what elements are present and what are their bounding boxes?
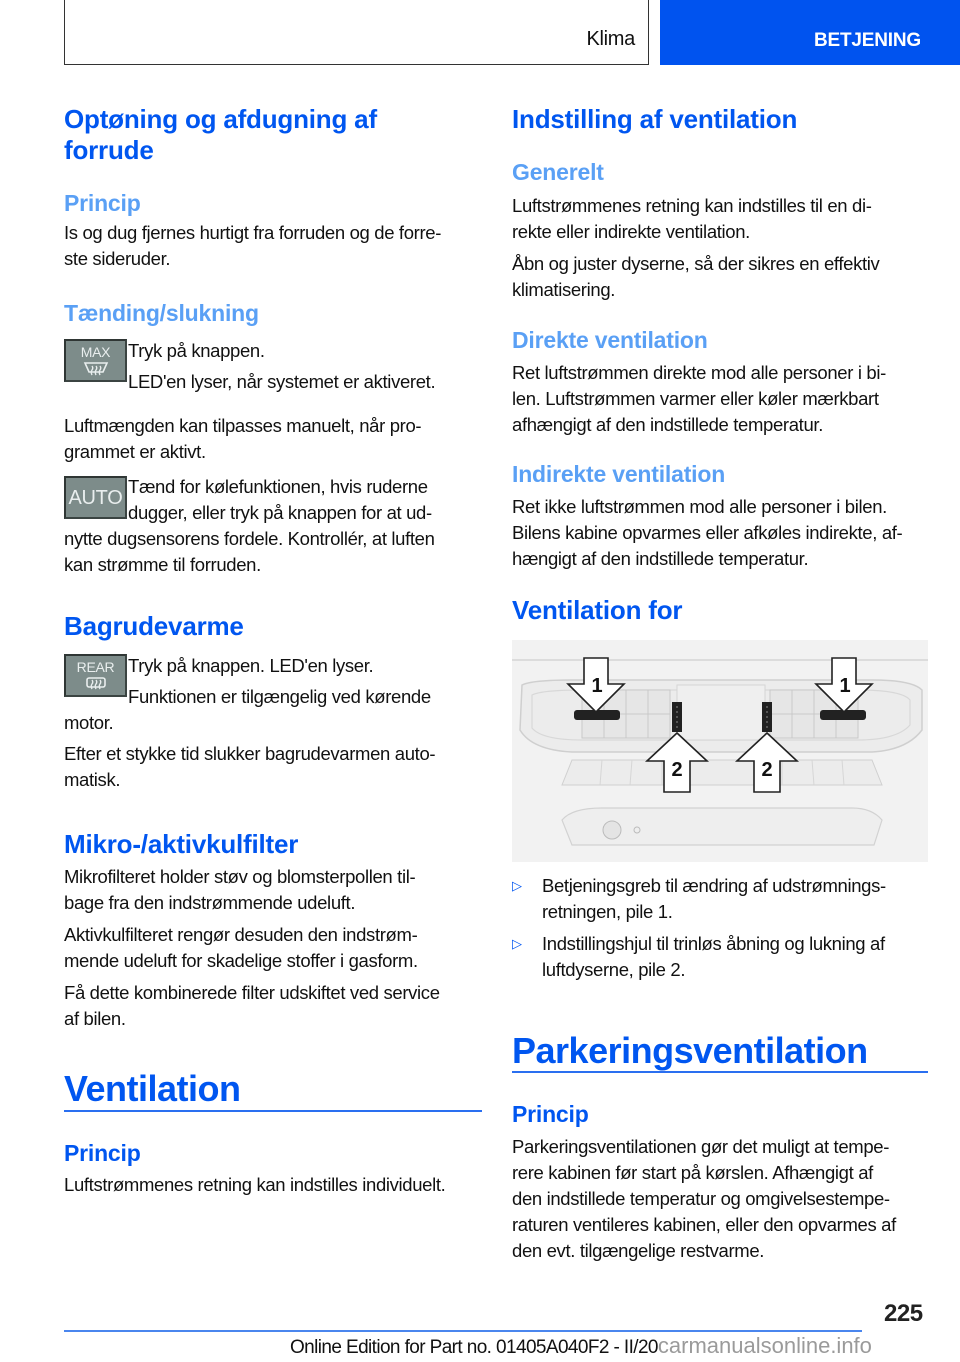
max-defrost-button-icon: MAX <box>64 339 127 382</box>
rear-text-1: Tryk på knappen. LED'en lyser. <box>128 655 374 676</box>
vent-diagram-figure <box>512 640 928 862</box>
general-text-1: Luftstrømmenes retning kan indstilles til en di- rekte eller indirekte ventilation. <box>512 195 872 242</box>
parking-vent-heading: Parkeringsventilation <box>512 1030 868 1071</box>
direct-text: Ret luftstrømmen direkte mod alle personer i bi- len. Luftstrømmen varmer eller køler mærkbart afhængigt af den indstillede temperatur. <box>512 362 886 435</box>
auto-text-3: nytte dugsensorens fordele. Kontrollér, at luften <box>64 528 435 549</box>
rear-defrost-button-icon: REAR <box>64 654 127 697</box>
triangle-bullet-icon: ▷ <box>512 936 522 951</box>
rear-window-defrost-icon <box>84 676 108 694</box>
airflow-text: Luftmængden kan tilpasses manuelt, når pro- grammet er aktivt. <box>64 415 422 462</box>
ventilation-principle-heading: Princip <box>64 1140 141 1166</box>
filter-heading: Mikro-/aktivkulfilter <box>64 829 299 859</box>
arrow-label-2a: 2 <box>671 759 683 781</box>
indirect-text: Ret ikke luftstrømmen mod alle personer i bilen. Bilens kabine opvarmes eller afkøles indirekte, af- hængigt af den indstillede temperatur. <box>512 496 903 569</box>
edition-text: Online Edition for Part no. 01405A040F2 - II/20 <box>290 1337 658 1358</box>
defrost-principle-text: Is og dug fjernes hurtigt fra forruden og de forre- ste sideruder. <box>64 222 442 269</box>
general-text-2: Åbn og juster dyserne, så der sikres en effektiv klimatisering. <box>512 253 880 300</box>
header-section-box <box>64 0 649 65</box>
max-text-2: LED'en lyser, når systemet er aktiveret. <box>128 371 436 392</box>
ventilation-heading: Ventilation <box>64 1068 241 1109</box>
dashboard-vents-illustration <box>512 640 928 862</box>
filter-text-2: Aktivkulfilteret rengør desuden den indstrøm- mende udeluft for skadelige stoffer i gasform. <box>64 924 418 971</box>
auto-text-4: kan strømme til forruden. <box>64 554 261 575</box>
arrow-label-1a: 1 <box>591 675 603 697</box>
watermark: carmanualsonline.info <box>657 1333 872 1358</box>
footer-edition <box>290 1333 872 1359</box>
ventilation-rule <box>64 1110 482 1112</box>
general-heading: Generelt <box>512 159 604 185</box>
rear-text-4: Efter et stykke tid slukker bagrudevarmen auto- matisk. <box>64 743 436 790</box>
filter-text-3: Få dette kombinerede filter udskiftet ved service af bilen. <box>64 982 440 1029</box>
defrost-principle-heading: Princip <box>64 190 141 216</box>
chapter-tab[interactable] <box>660 0 960 65</box>
onoff-heading: Tænding/slukning <box>64 300 259 326</box>
arrow-label-2b: 2 <box>761 759 773 781</box>
footer-rule <box>64 1330 862 1332</box>
filter-text-1: Mikrofilteret holder støv og blomsterpollen til- bage fra den indstrømmende udeluft. <box>64 866 416 913</box>
direct-heading: Direkte ventilation <box>512 327 708 353</box>
section-label: Klima <box>586 28 635 50</box>
max-text-1: Tryk på knappen. <box>128 340 265 361</box>
windshield-defrost-icon <box>83 361 109 379</box>
triangle-bullet-icon: ▷ <box>512 878 522 893</box>
adjust-heading: Indstilling af ventilation <box>512 104 798 134</box>
indirect-heading: Indirekte ventilation <box>512 461 726 487</box>
parking-principle-text: Parkeringsventilationen gør det muligt at tempe- rere kabinen før start på kørslen. Afhængigt af den indstillede temperatur og omgivelsestempe- raturen ventileres kabinen, eller den opvarmes af den evt. tilgængelige restvarme. <box>512 1136 896 1261</box>
auto-text-2: dugger, eller tryk på knappen for at ud- <box>128 502 432 523</box>
rear-heat-heading: Bagrudevarme <box>64 611 244 641</box>
auto-text-1: Tænd for kølefunktionen, hvis ruderne <box>128 476 428 497</box>
parking-principle-heading: Princip <box>512 1101 589 1127</box>
front-vent-heading: Ventilation for <box>512 595 683 625</box>
ventilation-principle-text: Luftstrømmenes retning kan indstilles individuelt. <box>64 1174 446 1195</box>
rear-text-2: Funktionen er tilgængelig ved kørende <box>128 686 431 707</box>
defrost-title: Optøning og afdugning af forrude <box>64 104 377 165</box>
page-number: 225 <box>884 1300 923 1327</box>
chapter-tab-label: BETJENING <box>814 30 921 51</box>
rear-text-3: motor. <box>64 712 114 733</box>
auto-button-icon: AUTO <box>64 476 127 519</box>
arrow-label-1b: 1 <box>839 675 851 697</box>
parking-vent-rule <box>512 1071 928 1073</box>
